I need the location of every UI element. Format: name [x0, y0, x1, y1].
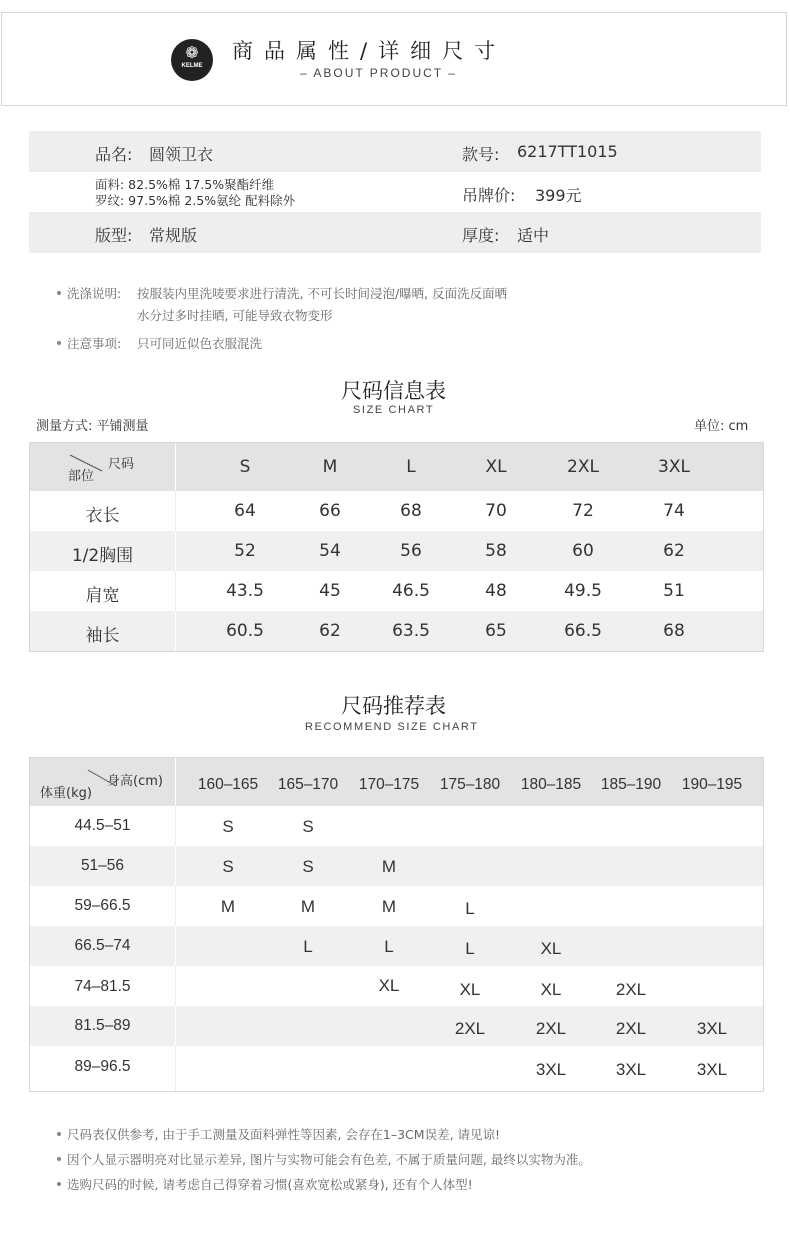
size-row	[30, 571, 763, 611]
size-header-cell: S	[239, 457, 251, 477]
weight-label: 51–56	[80, 857, 125, 874]
recommend-size: M	[300, 897, 316, 916]
corner-height-label: 身高(cm)	[107, 774, 163, 789]
part-label: 袖长	[85, 626, 120, 646]
info-row-fit	[29, 212, 761, 253]
bullet-dot	[57, 291, 61, 295]
unit-label: 单位: cm	[694, 419, 749, 434]
size-value: 63.5	[392, 621, 430, 641]
size-value: 56	[400, 541, 422, 561]
size-chart-subtitle: SIZE CHART	[353, 404, 435, 416]
recommend-size: L	[303, 937, 313, 956]
recommend-size: S	[302, 857, 314, 876]
name-label: 品名:	[95, 145, 133, 164]
size-header-cell: 3XL	[658, 457, 690, 477]
style-label: 款号:	[462, 145, 500, 164]
recommend-size: L	[465, 899, 475, 918]
bullet-dot	[57, 1182, 61, 1186]
corner-part-label: 部位	[68, 469, 95, 484]
size-value: 62	[319, 621, 341, 641]
footer-note: 选购尺码的时候, 请考虑自己得穿着习惯(喜欢宽松或紧身), 还有个人体型!	[67, 1177, 473, 1192]
wash-label: 洗涤说明:	[67, 286, 122, 301]
info-row-fabric	[29, 172, 761, 212]
recommend-row	[30, 806, 763, 846]
fabric-line: 面料: 82.5%棉 17.5%聚酯纤维	[95, 177, 275, 192]
wash-line1: 按服装内里洗唛要求进行清洗, 不可长时间浸泡/曝晒, 反面洗反面晒	[137, 286, 508, 301]
attention-text: 只可同近似色衣服混洗	[137, 336, 263, 351]
logo-text: KELME	[181, 63, 203, 69]
style-value: 6217TT1015	[517, 142, 618, 161]
size-value: 62	[663, 541, 685, 561]
weight-label: 74–81.5	[74, 978, 131, 995]
size-value: 72	[572, 501, 594, 521]
recommend-size: M	[381, 857, 397, 876]
recommend-row	[30, 1006, 763, 1046]
fit-label: 版型:	[95, 226, 133, 245]
weight-label: 89–96.5	[74, 1058, 131, 1075]
recommend-row	[30, 846, 763, 886]
recommend-size: 3XL	[696, 1019, 728, 1038]
recommend-row	[30, 886, 763, 926]
size-chart-table	[29, 442, 764, 652]
fit-value: 常规版	[149, 226, 198, 245]
column-divider	[175, 926, 176, 966]
recommend-size: XL	[378, 976, 400, 995]
weight-label: 59–66.5	[74, 897, 131, 914]
recommend-size: 3XL	[696, 1060, 728, 1079]
size-value: 60.5	[226, 621, 264, 641]
recommend-row	[30, 926, 763, 966]
size-value: 48	[485, 581, 507, 601]
height-header-cell: 175–180	[439, 776, 501, 793]
thickness-label: 厚度:	[462, 226, 500, 245]
size-value: 65	[485, 621, 507, 641]
page-subtitle: – ABOUT PRODUCT –	[300, 66, 457, 80]
part-label: 衣长	[85, 506, 120, 526]
recommend-size: S	[222, 817, 234, 836]
price-value: 399元	[535, 186, 582, 205]
recommend-size: S	[222, 857, 234, 876]
size-value: 51	[663, 581, 685, 601]
weight-label: 66.5–74	[74, 937, 131, 954]
footer-note: 因个人显示器明亮对比显示差异, 图片与实物可能会有色差, 不属于质量问题, 最终以实物为准。	[67, 1152, 591, 1167]
measure-method: 测量方式: 平铺测量	[36, 419, 149, 434]
column-divider	[175, 758, 176, 806]
footer-note: 尺码表仅供参考, 由于手工测量及面料弹性等因素, 会存在1–3CM误差, 请见谅!	[67, 1127, 501, 1142]
height-header-row	[30, 758, 763, 806]
height-header-cell: 170–175	[358, 776, 420, 793]
column-divider	[175, 806, 176, 846]
column-divider	[175, 443, 176, 491]
size-value: 49.5	[564, 581, 602, 601]
recommend-size: 3XL	[615, 1060, 647, 1079]
recommend-chart-subtitle: RECOMMEND SIZE CHART	[305, 721, 479, 733]
recommend-size: 3XL	[535, 1060, 567, 1079]
column-divider	[175, 966, 176, 1006]
bullet-dot	[57, 1157, 61, 1161]
size-value: 70	[485, 501, 507, 521]
recommend-size: M	[381, 897, 397, 916]
size-value: 60	[572, 541, 594, 561]
height-header-cell: 180–185	[520, 776, 582, 793]
page-title: 商品属性/详细尺寸	[232, 39, 507, 63]
height-header-cell: 185–190	[600, 776, 662, 793]
bullet-dot	[57, 1132, 61, 1136]
column-divider	[175, 571, 176, 611]
size-row	[30, 611, 763, 651]
recommend-size: 2XL	[535, 1019, 567, 1038]
name-value: 圆领卫衣	[149, 145, 214, 164]
part-label: 1/2胸围	[71, 546, 134, 566]
recommend-size: S	[302, 817, 314, 836]
column-divider	[175, 611, 176, 651]
weight-label: 44.5–51	[74, 817, 131, 834]
size-header-cell: 2XL	[567, 457, 599, 477]
size-value: 52	[234, 541, 256, 561]
size-value: 45	[319, 581, 341, 601]
column-divider	[175, 1046, 176, 1091]
column-divider	[175, 886, 176, 926]
column-divider	[175, 846, 176, 886]
size-value: 54	[319, 541, 341, 561]
thickness-value: 适中	[517, 226, 550, 245]
weight-label: 81.5–89	[74, 1017, 131, 1034]
size-header-cell: M	[322, 457, 338, 477]
recommend-row	[30, 966, 763, 1006]
height-header-cell: 190–195	[681, 776, 743, 793]
recommend-chart-title: 尺码推荐表	[341, 694, 446, 718]
rib-line: 罗纹: 97.5%棉 2.5%氨纶 配料除外	[95, 193, 296, 208]
size-row	[30, 531, 763, 571]
diagonal-divider	[30, 443, 175, 491]
recommend-size: XL	[459, 980, 481, 999]
recommend-chart-table	[29, 757, 764, 1092]
size-value: 68	[400, 501, 422, 521]
corner-size-label: 尺码	[108, 457, 135, 472]
recommend-size: XL	[540, 980, 562, 999]
size-value: 74	[663, 501, 685, 521]
size-header-row	[30, 443, 763, 491]
attention-label: 注意事项:	[67, 336, 122, 351]
size-value: 58	[485, 541, 507, 561]
price-label: 吊牌价:	[462, 186, 516, 205]
size-value: 64	[234, 501, 256, 521]
recommend-size: XL	[540, 939, 562, 958]
recommend-row	[30, 1046, 763, 1091]
column-divider	[175, 531, 176, 571]
height-header-cell: 160–165	[197, 776, 259, 793]
wash-line2: 水分过多时挂晒, 可能导致衣物变形	[137, 308, 333, 323]
recommend-size: 2XL	[454, 1019, 486, 1038]
size-value: 68	[663, 621, 685, 641]
info-row-name	[29, 131, 761, 172]
corner-weight-label: 体重(kg)	[40, 786, 92, 801]
size-value: 46.5	[392, 581, 430, 601]
size-value: 66	[319, 501, 341, 521]
brand-logo	[171, 39, 213, 81]
recommend-size: L	[465, 939, 475, 958]
bullet-dot	[57, 341, 61, 345]
recommend-size: 2XL	[615, 1019, 647, 1038]
column-divider	[175, 1006, 176, 1046]
size-header-cell: XL	[485, 457, 507, 477]
recommend-size: M	[220, 897, 236, 916]
paw-icon: ❁	[185, 43, 199, 62]
column-divider	[175, 491, 176, 531]
size-value: 66.5	[564, 621, 602, 641]
size-value: 43.5	[226, 581, 264, 601]
size-row	[30, 491, 763, 531]
recommend-size: 2XL	[615, 980, 647, 999]
part-label: 肩宽	[85, 586, 120, 606]
size-header-cell: L	[406, 457, 416, 477]
size-chart-title: 尺码信息表	[341, 379, 446, 403]
height-header-cell: 165–170	[277, 776, 339, 793]
recommend-size: L	[384, 937, 394, 956]
